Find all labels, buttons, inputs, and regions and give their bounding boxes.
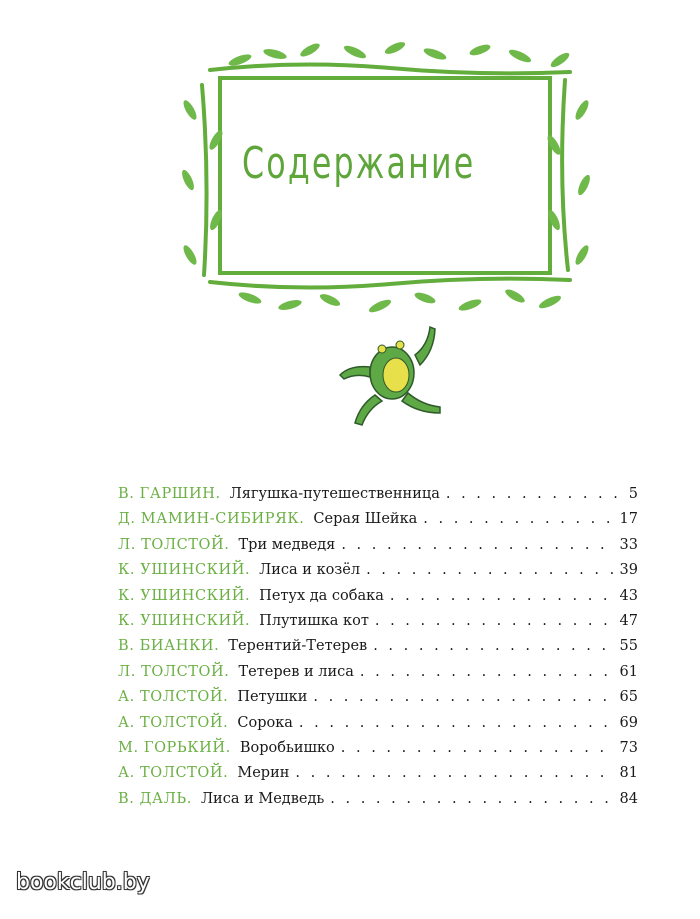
toc-page: 33 <box>619 536 638 553</box>
toc-work: Воробьишко <box>239 739 335 756</box>
toc-leader <box>375 613 616 629</box>
toc-author: А. ТОЛСТОЙ. <box>118 765 229 782</box>
toc-page: 47 <box>619 612 638 629</box>
toc-row[interactable] <box>118 689 638 714</box>
toc-author: А. ТОЛСТОЙ. <box>118 689 229 706</box>
toc-leader <box>423 511 615 527</box>
toc-leader <box>446 486 618 502</box>
toc-leader <box>330 791 615 807</box>
toc-leader <box>295 765 615 781</box>
toc-leader <box>360 664 616 680</box>
toc-row[interactable] <box>118 511 638 536</box>
toc-work: Три медведя <box>238 536 336 553</box>
page-title: Содержание <box>242 138 476 189</box>
toc-work: Петушки <box>237 689 308 706</box>
toc-leader <box>373 638 615 654</box>
toc-page: 84 <box>619 790 638 807</box>
toc-author: К. УШИНСКИЙ. <box>118 562 251 579</box>
watermark: bookclub.by <box>16 870 150 895</box>
toc-work: Лягушка-путешественница <box>229 486 440 502</box>
toc-leader <box>299 715 616 731</box>
toc-author: К. УШИНСКИЙ. <box>118 587 251 604</box>
table-of-contents <box>118 486 638 816</box>
toc-row[interactable] <box>118 613 638 638</box>
toc-author: А. ТОЛСТОЙ. <box>118 714 229 731</box>
toc-work: Плутишка кот <box>259 612 369 629</box>
toc-row[interactable] <box>118 638 638 663</box>
toc-author: Д. МАМИН-СИБИРЯК. <box>118 511 305 528</box>
toc-row[interactable] <box>118 740 638 765</box>
toc-row[interactable] <box>118 486 638 511</box>
toc-work: Терентий-Тетерев <box>228 638 368 655</box>
toc-work: Петух да собака <box>259 587 384 604</box>
toc-row[interactable] <box>118 588 638 613</box>
toc-author: В. ГАРШИН. <box>118 486 221 502</box>
toc-work: Лиса и Медведь <box>200 790 325 807</box>
toc-work: Мерин <box>237 765 290 782</box>
toc-page: 65 <box>619 689 638 706</box>
toc-page: 73 <box>619 739 638 756</box>
toc-row[interactable] <box>118 765 638 790</box>
toc-author: В. БИАНКИ. <box>118 638 220 655</box>
toc-page: 43 <box>619 587 638 604</box>
toc-work: Серая Шейка <box>313 511 418 528</box>
toc-page: 69 <box>619 714 638 731</box>
toc-page: 61 <box>619 663 638 680</box>
toc-leader <box>390 588 616 604</box>
toc-work: Лиса и козёл <box>259 562 361 579</box>
toc-author: В. ДАЛЬ. <box>118 790 192 807</box>
toc-row[interactable] <box>118 715 638 740</box>
toc-leader <box>313 689 615 705</box>
toc-row[interactable] <box>118 664 638 689</box>
toc-row[interactable] <box>118 537 638 562</box>
toc-page: 39 <box>619 562 638 579</box>
frog-icon <box>330 325 450 430</box>
toc-page: 5 <box>628 486 638 502</box>
toc-page: 55 <box>619 638 638 655</box>
toc-row[interactable] <box>118 791 638 816</box>
toc-author: К. УШИНСКИЙ. <box>118 612 251 629</box>
toc-leader <box>366 562 615 578</box>
toc-author: М. ГОРЬКИЙ. <box>118 739 231 756</box>
toc-page: 81 <box>619 765 638 782</box>
toc-page: 17 <box>619 511 638 528</box>
toc-author: Л. ТОЛСТОЙ. <box>118 536 230 553</box>
toc-leader <box>341 537 615 553</box>
toc-work: Тетерев и лиса <box>238 663 354 680</box>
toc-row[interactable] <box>118 562 638 587</box>
toc-author: Л. ТОЛСТОЙ. <box>118 663 230 680</box>
toc-leader <box>341 740 616 756</box>
toc-work: Сорока <box>237 714 293 731</box>
